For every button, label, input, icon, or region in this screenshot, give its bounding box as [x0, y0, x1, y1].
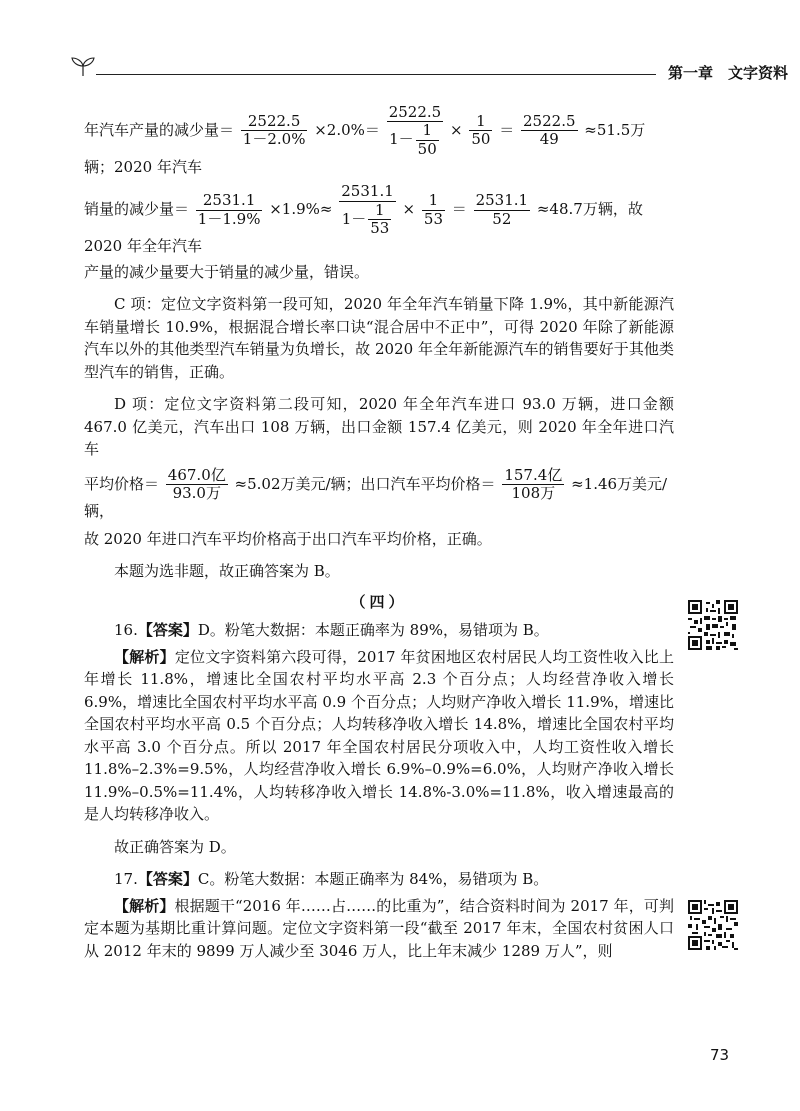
- sprout-icon: [70, 56, 96, 82]
- fraction: [196, 192, 263, 228]
- numerator: 2522.5: [523, 112, 576, 131]
- formula-text: ×1.9%≈: [269, 200, 333, 219]
- paragraph-c-item: C 项：定位文字资料第一段可知，2020 年全年汽车销量下降 1.9%，其中新能源汽车销量增长 10.9%，根据混合增长率口诀“混合居中不正中”，可得 2020 年除了新能源汽车以外的其他类型汽车销量为负增长，故 2020 年全年新能源汽车的销售要好于其他类型汽车的销售，正确。: [84, 295, 674, 381]
- fraction: [502, 467, 564, 503]
- explanation-text: 定位文字资料第六段可得，2017 年贫困地区农村居民人均工资性收入比上年增长 11.8%，增速比全国农村平均水平高 2.3 个百分点；人均经营净收入增长 6.9%，增速比全国农村平均水平高 0.9 个百分点；人均财产净收入增长 11.9%，增速比全国农村平均水平高 0.5 个百分点；人均转移净收入增长 14.8%，增速比全国农村平均水平高 3.0 个百分点。所以 2017 年全国农村居民分项收入中，人均工资性收入增长 11.8%–2.3%=9.5%，人均经营净收入增长 6.9%–0.9%=6.0%，人均财产净收入增长 11.9%–0.5%=11.4%，人均转移净收入增长 14.8%-3.0%=11.8%，收入增速最高的是人均转移净收入。: [84, 647, 674, 823]
- fraction: [339, 183, 396, 237]
- explanation-tag: 【解析】: [114, 647, 175, 666]
- numerator: 2531.1: [475, 191, 529, 210]
- answer-tag: 【答案】: [137, 870, 198, 888]
- denominator: 108万: [511, 483, 556, 502]
- numerator: 2522.5: [241, 113, 308, 131]
- paragraph-d-item: D 项：定位文字资料第二段可知，2020 年全年汽车进口 93.0 万辆，进口金额 467.0 亿美元，汽车出口 108 万辆，出口金额 157.4 亿美元，则 2020 年全年进口汽车: [84, 395, 674, 458]
- formula-average-price: [84, 467, 674, 522]
- denominator: 53: [370, 218, 390, 237]
- chapter-title: 第一章 文字资料: [668, 64, 789, 82]
- answer-line: 本题为选非题，故正确答案为 B。: [114, 562, 340, 580]
- denominator: 1－2.0%: [242, 130, 306, 149]
- section-title: （四）: [350, 592, 408, 611]
- q16-explanation: [84, 646, 674, 826]
- fraction: [521, 113, 578, 149]
- question-number: 16.: [114, 621, 138, 639]
- q16-answer: [84, 619, 674, 642]
- numerator: 2522.5: [388, 103, 442, 121]
- denominator: 52: [492, 209, 512, 228]
- answer-text: C。粉笔大数据：本题正确率为 84%，易错项为 B。: [197, 870, 549, 888]
- numerator: 1: [469, 113, 492, 131]
- denominator-text: 1－: [341, 209, 367, 228]
- formula-text: 销量的减少量＝: [84, 200, 190, 219]
- q17-answer: [84, 868, 674, 891]
- page-header: [70, 52, 789, 82]
- fraction: [241, 113, 308, 149]
- denominator: 1－1.9%: [197, 209, 261, 228]
- denominator: 53: [423, 209, 443, 228]
- formula-text: ×: [449, 120, 463, 139]
- answer-text: D。粉笔大数据：本题正确率为 89%，易错项为 B。: [197, 621, 549, 639]
- paragraph: 故 2020 年进口汽车平均价格高于出口汽车平均价格，正确。: [84, 529, 492, 548]
- denominator: [387, 122, 444, 158]
- q16-final-answer: 故正确答案为 D。: [114, 837, 236, 856]
- formula-text: ≈48.7万辆，故 2020 年全年汽车: [84, 200, 643, 255]
- numerator: 1: [416, 122, 439, 140]
- content: [84, 104, 674, 962]
- paragraph: 产量的减少量要大于销量的减少量，错误。: [84, 262, 370, 281]
- q17-explanation: [84, 895, 674, 963]
- formula-text: ×: [402, 200, 416, 219]
- numerator: 467.0亿: [167, 465, 226, 484]
- numerator: 1: [422, 192, 445, 210]
- formula-text: 平均价格＝: [84, 474, 160, 493]
- formula-text: ×2.0%＝: [314, 120, 380, 139]
- numerator: 2531.1: [196, 192, 263, 210]
- formula-sales-decrease: [84, 183, 674, 256]
- answer-tag: 【答案】: [137, 621, 198, 639]
- denominator: 49: [539, 130, 559, 149]
- denominator: 50: [471, 130, 491, 149]
- header-rule-left: [96, 74, 656, 75]
- formula-text: ＝: [451, 200, 467, 219]
- question-number: 17.: [114, 870, 138, 888]
- denominator-text: 1－: [389, 130, 414, 148]
- explanation-tag: 【解析】: [114, 896, 175, 915]
- denominator: 50: [417, 139, 437, 158]
- numerator: 157.4亿: [504, 465, 563, 484]
- formula-production-decrease: [84, 104, 674, 177]
- fraction: [469, 113, 492, 149]
- page-number: 73: [710, 1046, 730, 1064]
- denominator: 93.0万: [172, 483, 221, 502]
- formula-text: ≈51.5万辆；2020 年汽车: [84, 120, 646, 176]
- formula-text: ≈5.02万美元/辆；出口汽车平均价格＝: [234, 474, 496, 493]
- formula-text: ≈1.46万美元/辆，: [84, 474, 668, 520]
- fraction: [422, 192, 445, 228]
- nested-fraction: [416, 122, 439, 158]
- denominator: [339, 202, 396, 238]
- formula-text: ＝: [499, 120, 515, 139]
- qr-code-icon[interactable]: [688, 600, 738, 650]
- fraction: [474, 192, 531, 228]
- fraction: [166, 467, 228, 503]
- numerator: 1: [368, 202, 391, 220]
- fraction: [387, 104, 444, 158]
- numerator: 2531.1: [341, 182, 394, 201]
- formula-text: 年汽车产量的减少量＝: [84, 120, 235, 139]
- explanation-text: 根据题干“2016 年……占……的比重为”，结合资料时间为 2017 年，可判定本题为基期比重计算问题。定位文字资料第一段“截至 2017 年末，全国农村贫困人口从 2012 年末的 9899 万人减少至 3046 万人，比上年末减少 1289 万人”，则: [84, 896, 674, 960]
- nested-fraction: [368, 202, 391, 238]
- qr-code-icon[interactable]: [688, 900, 738, 950]
